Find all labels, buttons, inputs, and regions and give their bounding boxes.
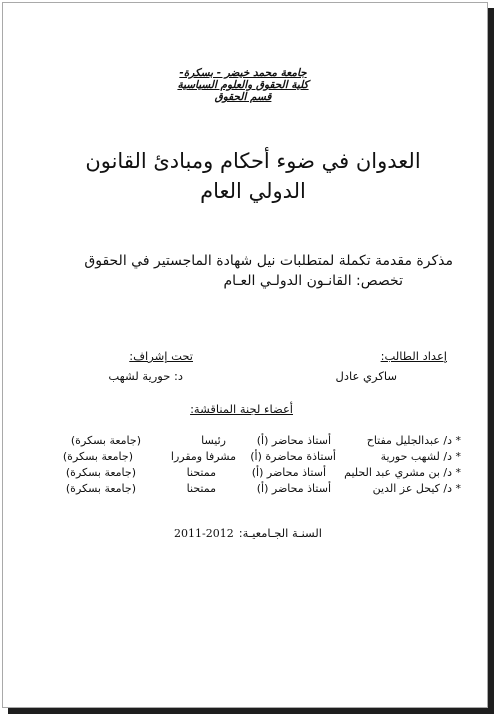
member-name: * د/ لشهب حورية	[380, 450, 461, 463]
member-role: ممتحنا	[186, 466, 216, 479]
academic-year	[163, 522, 333, 541]
member-role: مشرفا ومقررا	[170, 450, 236, 463]
document-page	[2, 2, 488, 708]
institution-header	[133, 67, 353, 103]
student-block	[297, 349, 447, 383]
member-affiliation: (جامعة بسكرة)	[70, 434, 141, 447]
student-name: ساكري عادل	[335, 369, 397, 383]
academic-year-label: السنـة الجـامعيـة:	[238, 526, 322, 540]
member-affiliation: (جامعة بسكرة)	[65, 482, 136, 495]
supervisor-block	[63, 349, 193, 383]
member-rank: أستاذة محاضرة (أ)	[250, 450, 336, 463]
university-name: جامعة محمد خيضر - بسكرة-	[179, 67, 307, 79]
supervisor-name: د: حورية لشهب	[108, 369, 183, 383]
subtitle-line1: مذكرة مقدمة تكملة لمتطلبات نيل شهادة الماجستير في الحقوق	[84, 253, 453, 269]
committee-member-2	[33, 450, 461, 466]
member-role: رئيسا	[201, 434, 226, 447]
member-name: * د/ بن مشري عبد الحليم	[344, 466, 461, 479]
committee-title: أعضاء لجنة المناقشة:	[190, 402, 293, 416]
thesis-title	[33, 146, 473, 206]
department-name: قسم الحقوق	[214, 91, 272, 103]
member-rank: أستاذ محاضر (أ)	[251, 466, 326, 479]
academic-year-value: 2011-2012	[173, 527, 234, 540]
thesis-subtitle	[43, 251, 453, 291]
committee-member-4	[33, 482, 461, 498]
committee-member-1	[33, 434, 461, 450]
thesis-title-line2: الدولي العام	[200, 179, 306, 203]
member-name: * د/ كيحل عز الدين	[372, 482, 461, 495]
member-affiliation: (جامعة بسكرة)	[65, 466, 136, 479]
student-label: إعداد الطالب:	[380, 349, 447, 363]
member-role: ممتحنا	[186, 482, 216, 495]
subtitle-line2: تخصص: القانـون الدولـي العـام	[223, 273, 403, 289]
committee-member-3	[33, 466, 461, 482]
faculty-name: كلية الحقوق والعلوم السياسية	[177, 79, 309, 91]
thesis-title-line1: العدوان في ضوء أحكام ومبادئ القانون	[85, 149, 421, 173]
member-rank: أستاذ محاضر (أ)	[256, 482, 331, 495]
committee-list	[33, 434, 461, 498]
member-affiliation: (جامعة بسكرة)	[62, 450, 133, 463]
member-name: * د/ عبدالجليل مفتاح	[366, 434, 461, 447]
supervisor-label: تحت إشراف:	[129, 349, 193, 363]
member-rank: أستاذ محاضر (أ)	[256, 434, 331, 447]
